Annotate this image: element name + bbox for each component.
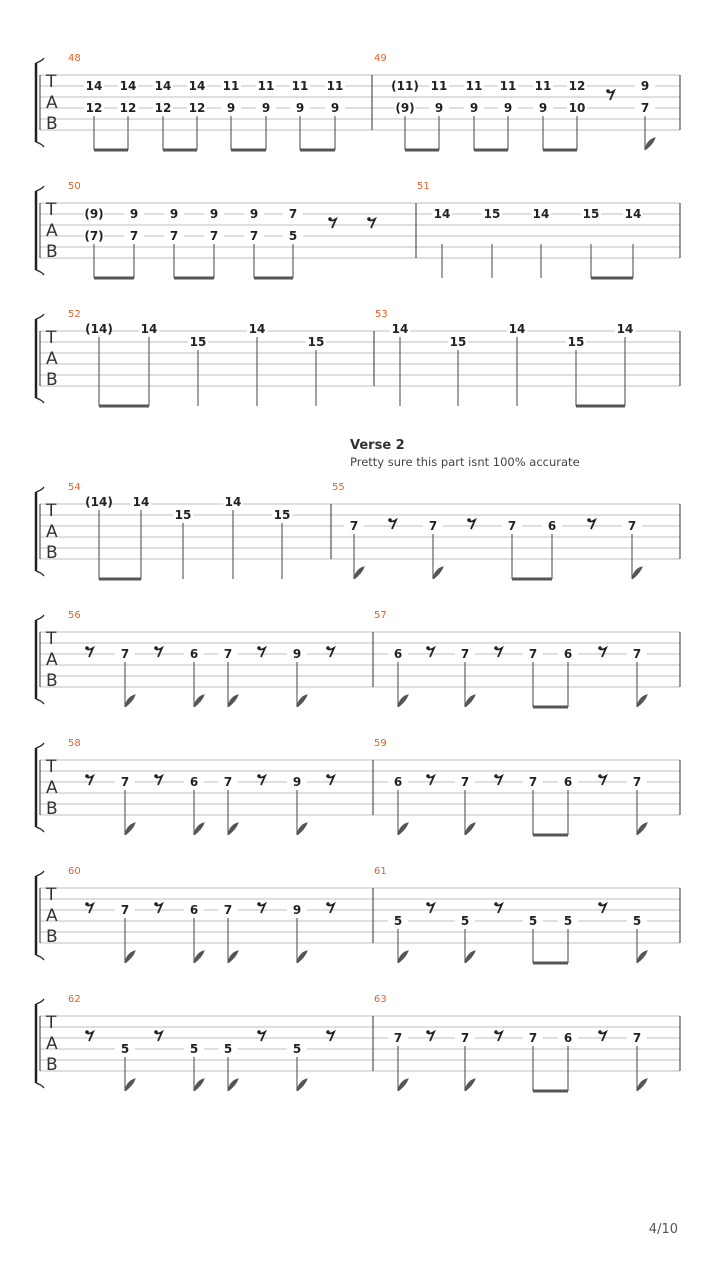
fret-number: 12 [154,101,172,115]
fret-number: 11 [222,79,240,93]
measure-number: 48 [68,53,81,64]
fret-number: 14 [616,322,634,336]
eighth-rest-icon [85,646,93,657]
tab-clef-letter: B [46,927,58,947]
eighth-rest-icon [326,1030,334,1041]
tab-system [36,53,680,150]
measure-number: 57 [374,610,387,621]
eighth-rest-icon [326,902,334,913]
fret-number: (14) [85,322,113,336]
eighth-flag-icon [194,1079,204,1091]
eighth-flag-icon [228,1079,238,1091]
eighth-flag-icon [125,695,135,707]
fret-number: 11 [291,79,309,93]
fret-number: 14 [248,322,266,336]
eighth-rest-icon [426,1030,434,1041]
eighth-flag-icon [354,567,364,579]
eighth-flag-icon [465,695,475,707]
fret-number: 9 [226,101,236,115]
eighth-flag-icon [398,951,408,963]
fret-number: 9 [640,79,650,93]
fret-number: 11 [430,79,448,93]
fret-number: 5 [632,914,642,928]
eighth-flag-icon [125,1079,135,1091]
fret-number: 7 [209,229,219,243]
fret-number: 6 [189,775,199,789]
eighth-rest-icon [367,217,375,228]
eighth-rest-icon [85,1030,93,1041]
fret-number: 7 [428,519,438,533]
fret-number: 14 [119,79,137,93]
eighth-flag-icon [637,823,647,835]
fret-number: 14 [140,322,158,336]
fret-number: 5 [393,914,403,928]
measure-number: 51 [417,181,430,192]
fret-number: (9) [395,101,415,115]
eighth-flag-icon [645,138,655,150]
fret-number: (11) [391,79,419,93]
eighth-rest-icon [154,774,162,785]
eighth-rest-icon [587,518,595,529]
fret-number: 5 [460,914,470,928]
eighth-flag-icon [194,695,204,707]
eighth-rest-icon [154,646,162,657]
fret-number: 9 [434,101,444,115]
measure-number: 61 [374,866,387,877]
eighth-rest-icon [388,518,396,529]
tab-system [36,994,680,1091]
tab-clef-letter: T [46,200,57,220]
eighth-rest-icon [598,902,606,913]
eighth-flag-icon [297,951,307,963]
eighth-flag-icon [125,951,135,963]
eighth-rest-icon [598,646,606,657]
fret-number: 12 [568,79,586,93]
fret-number: 15 [174,508,192,522]
fret-number: 9 [292,647,302,661]
fret-number: 7 [223,775,233,789]
eighth-rest-icon [257,1030,265,1041]
tab-clef-letter: A [46,906,58,926]
fret-number: 7 [288,207,298,221]
tab-clef-letter: A [46,1034,58,1054]
eighth-rest-icon [426,902,434,913]
eighth-flag-icon [297,1079,307,1091]
eighth-flag-icon [433,567,443,579]
eighth-flag-icon [194,823,204,835]
tab-clef-letter: B [46,799,58,819]
fret-number: 12 [119,101,137,115]
eighth-flag-icon [465,951,475,963]
eighth-rest-icon [598,1030,606,1041]
eighth-flag-icon [465,1079,475,1091]
tab-clef-letter: T [46,501,57,521]
eighth-flag-icon [228,695,238,707]
eighth-rest-icon [494,646,502,657]
fret-number: 14 [154,79,172,93]
fret-number: 6 [189,647,199,661]
fret-number: 10 [568,101,586,115]
fret-number: 9 [129,207,139,221]
eighth-rest-icon [154,902,162,913]
tab-clef-letter: A [46,522,58,542]
fret-number: 7 [460,647,470,661]
eighth-flag-icon [637,951,647,963]
tab-system [36,738,680,835]
fret-number: 7 [223,647,233,661]
eighth-rest-icon [257,646,265,657]
tab-clef-letter: T [46,757,57,777]
fret-number: 14 [188,79,206,93]
fret-number: 12 [85,101,103,115]
eighth-rest-icon [85,902,93,913]
fret-number: 15 [567,335,585,349]
eighth-rest-icon [494,902,502,913]
fret-number: 7 [632,775,642,789]
tab-clef-letter: A [46,93,58,113]
fret-number: 5 [120,1042,130,1056]
fret-number: 7 [632,1031,642,1045]
fret-number: 6 [189,903,199,917]
fret-number: 14 [391,322,409,336]
fret-number: 5 [563,914,573,928]
measure-number: 50 [68,181,81,192]
eighth-flag-icon [297,695,307,707]
eighth-rest-icon [494,1030,502,1041]
eighth-rest-icon [328,217,336,228]
eighth-flag-icon [398,1079,408,1091]
fret-number: 7 [627,519,637,533]
fret-number: 6 [563,647,573,661]
fret-number: 9 [169,207,179,221]
measure-number: 60 [68,866,81,877]
section-note: Pretty sure this part isnt 100% accurate [350,455,580,469]
tab-clef-letter: B [46,1055,58,1075]
fret-number: 5 [292,1042,302,1056]
eighth-flag-icon [125,823,135,835]
measure-number: 63 [374,994,387,1005]
fret-number: 9 [292,903,302,917]
fret-number: 9 [538,101,548,115]
fret-number: 7 [528,775,538,789]
fret-number: 6 [563,1031,573,1045]
fret-number: 7 [460,775,470,789]
fret-number: 15 [189,335,207,349]
fret-number: 7 [393,1031,403,1045]
eighth-flag-icon [637,695,647,707]
fret-number: 7 [223,903,233,917]
fret-number: 7 [528,1031,538,1045]
fret-number: 9 [469,101,479,115]
eighth-flag-icon [194,951,204,963]
measure-number: 54 [68,482,81,493]
measure-number: 53 [375,309,388,320]
fret-number: 5 [288,229,298,243]
fret-number: 7 [120,775,130,789]
eighth-rest-icon [426,774,434,785]
eighth-rest-icon [257,774,265,785]
tab-system [36,181,680,278]
fret-number: 15 [273,508,291,522]
fret-number: 14 [433,207,451,221]
fret-number: 11 [534,79,552,93]
fret-number: 7 [169,229,179,243]
measure-number: 56 [68,610,81,621]
fret-number: 9 [292,775,302,789]
tab-clef-letter: B [46,543,58,563]
page-number: 4/10 [648,1222,678,1237]
eighth-rest-icon [154,1030,162,1041]
fret-number: 14 [532,207,550,221]
fret-number: 7 [120,903,130,917]
tab-clef-letter: B [46,671,58,691]
fret-number: 9 [249,207,259,221]
tab-clef-letter: T [46,1013,57,1033]
eighth-flag-icon [398,823,408,835]
tab-clef-letter: B [46,370,58,390]
eighth-flag-icon [297,823,307,835]
eighth-flag-icon [228,951,238,963]
fret-number: 7 [507,519,517,533]
fret-number: (9) [84,207,104,221]
fret-number: 9 [261,101,271,115]
fret-number: (14) [85,495,113,509]
tab-system [36,309,680,406]
fret-number: 11 [499,79,517,93]
fret-number: 6 [547,519,557,533]
eighth-rest-icon [494,774,502,785]
tab-clef-letter: T [46,629,57,649]
tab-system [36,482,680,579]
eighth-flag-icon [465,823,475,835]
eighth-rest-icon [606,89,614,100]
fret-number: 7 [249,229,259,243]
fret-number: 7 [129,229,139,243]
fret-number: 14 [85,79,103,93]
fret-number: 7 [632,647,642,661]
fret-number: 5 [223,1042,233,1056]
eighth-flag-icon [632,567,642,579]
fret-number: 9 [330,101,340,115]
fret-number: 7 [528,647,538,661]
fret-number: 7 [120,647,130,661]
tab-clef-letter: A [46,778,58,798]
fret-number: 11 [257,79,275,93]
tab-clef-letter: T [46,72,57,92]
measure-number: 58 [68,738,81,749]
fret-number: 11 [326,79,344,93]
fret-number: 7 [640,101,650,115]
fret-number: 15 [582,207,600,221]
fret-number: 15 [307,335,325,349]
tab-clef-letter: T [46,328,57,348]
tab-clef-letter: B [46,114,58,134]
fret-number: 6 [563,775,573,789]
tab-system [36,610,680,707]
eighth-flag-icon [398,695,408,707]
fret-number: 9 [209,207,219,221]
fret-number: 11 [465,79,483,93]
fret-number: 6 [393,647,403,661]
tab-clef-letter: A [46,650,58,670]
measure-number: 55 [332,482,345,493]
fret-number: 7 [460,1031,470,1045]
section-title: Verse 2 [350,438,405,453]
eighth-rest-icon [467,518,475,529]
fret-number: 9 [295,101,305,115]
eighth-flag-icon [637,1079,647,1091]
fret-number: 14 [224,495,242,509]
measure-number: 59 [374,738,387,749]
fret-number: 6 [393,775,403,789]
tab-clef-letter: B [46,242,58,262]
tab-clef-letter: A [46,221,58,241]
eighth-rest-icon [257,902,265,913]
tab-clef-letter: T [46,885,57,905]
fret-number: (7) [84,229,104,243]
tab-clef-letter: A [46,349,58,369]
fret-number: 12 [188,101,206,115]
fret-number: 7 [349,519,359,533]
measure-number: 62 [68,994,81,1005]
tab-system [36,866,680,963]
eighth-flag-icon [228,823,238,835]
fret-number: 14 [624,207,642,221]
measure-number: 52 [68,309,81,320]
fret-number: 14 [132,495,150,509]
eighth-rest-icon [85,774,93,785]
fret-number: 9 [503,101,513,115]
eighth-rest-icon [598,774,606,785]
fret-number: 15 [483,207,501,221]
fret-number: 5 [189,1042,199,1056]
fret-number: 14 [508,322,526,336]
eighth-rest-icon [426,646,434,657]
measure-number: 49 [374,53,387,64]
fret-number: 15 [449,335,467,349]
eighth-rest-icon [326,646,334,657]
eighth-rest-icon [326,774,334,785]
fret-number: 5 [528,914,538,928]
